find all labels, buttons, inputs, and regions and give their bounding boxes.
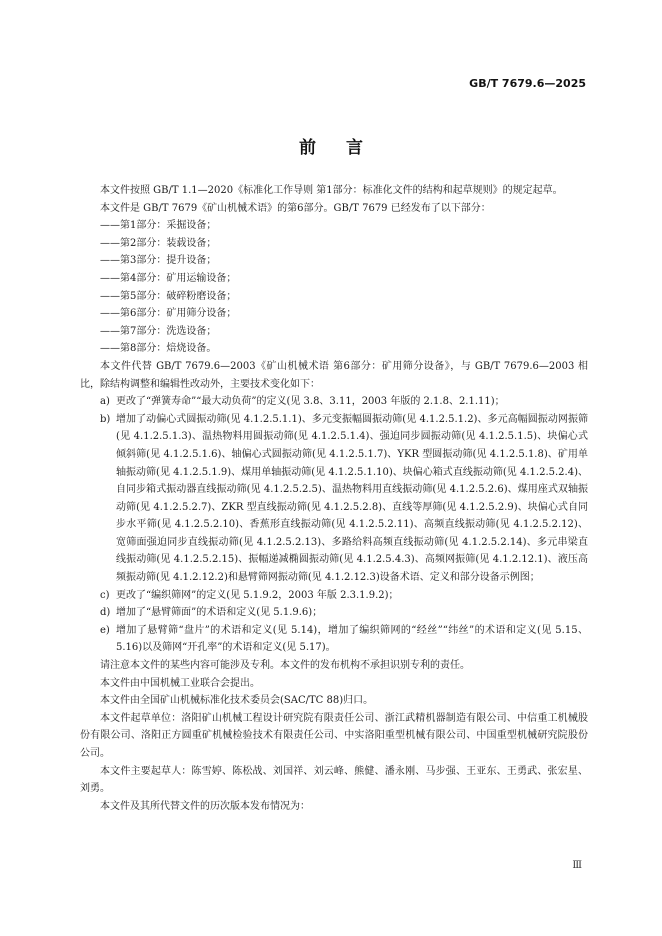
parts-list-item: ——第2部分：装载设备； <box>100 237 217 249</box>
change-item-label: e) <box>100 624 110 636</box>
change-item-text: 更改了“编织筛网”的定义(见 5.1.9.2，2003 年版 2.3.1.9.2)； <box>116 589 399 601</box>
page-number: Ⅲ <box>572 860 582 871</box>
parts-list-item: ——第1部分：采掘设备； <box>100 220 217 232</box>
parts-list-item: ——第4部分：矿用运输设备； <box>100 272 237 284</box>
change-item-text: 增加了动偏心式圆振动筛(见 4.1.2.5.1.1)、多元变振幅圆振动筛(见 4.1.2.5.1.2)、多元高幅圆振动网振筛(见 4.1.2.5.1.3)、温热物料用圆振动筛(见 4.1.2.5.1.4)、强迫同步圆振动筛(见 4.1.2.5.1.5)、块偏心式倾斜筛(见 4.1.2.5.1.6)、轴偏心式圆振动筛(见 4.1.2.5.1.7)、YKR 型圆振动筛(见 4.1.2.5.1.8)、矿用单轴振动筛(见 4.1.2.5.1.9)、煤用单轴振动筛(见 4.1.2.5.1.10)、块偏心箱式直线振动筛(见 4.1.2.5.2.4)、自同步箱式振动器直线振动筛(见 4.1.2.5.2.5)、温热物料用直线振动筛(见 4.1.2.5.2.6)、煤用座式双轴振动筛(见 4.1.2.5.2.7)、ZKR 型直线振动筛(见 4.1.2.5.2.8)、直线等厚筛(见 4.1.2.5.2.9)、块偏心式自同步水平筛(见 4.1.2.5.2.10)、香蕉形直线振动筛(见 4.1.2.5.2.11)、高频直线振动筛(见 4.1.2.5.2.12)、宽筛面强迫同步直线振动筛(见 4.1.2.5.2.13)、多路给料高频直线振动筛(见 4.1.2.5.2.14)、多元串梁直线振动筛(见 4.1.2.5.2.15)、振幅递减椭圆振动筛(见 4.1.2.5.4.3)、高频网振筛(见 4.1.2.12.1)、液压高频振动筛(见 4.1.2.12.2)和悬臂筛网振动筛(见 4.1.2.12.3)设备术语、定义和部分设备示例图； <box>116 413 588 584</box>
paragraph-drafting-units: 本文件起草单位：洛阳矿山机械工程设计研究院有限责任公司、浙江武精机器制造有限公司、中信重工机械股份有限公司、洛阳正方圆重矿机械检验技术有限责任公司、中实洛阳重型机械有限公司、中国重型机械研究院股份公司。 <box>80 712 588 759</box>
paragraph-proposer: 本文件由中国机械工业联合会提出。 <box>100 677 260 689</box>
change-item-label: d) <box>100 607 111 619</box>
change-item <box>80 587 588 605</box>
change-item <box>80 411 588 587</box>
change-item <box>80 604 588 622</box>
paragraph-drafting-rules: 本文件按照 GB/T 1.1—2020《标准化工作导则 第1部分：标准化文件的结构和起草规则》的规定起草。 <box>100 185 563 196</box>
parts-list-item: ——第3部分：提升设备； <box>100 255 217 267</box>
change-item-text: 增加了“悬臂筛面”的术语和定义(见 5.1.9.6)； <box>116 607 323 619</box>
paragraph-series-intro: 本文件是 GB/T 7679《矿山机械术语》的第6部分。GB/T 7679 已经发布了以下部分： <box>100 202 491 214</box>
change-item-label: b) <box>100 413 111 425</box>
change-item-text: 更改了“弹簧寿命”“最大动负荷”的定义(见 3.8、3.11，2003 年版的 2.1.8、2.1.11)； <box>116 396 505 408</box>
change-item-label: a) <box>100 396 110 408</box>
page-title: 前言 <box>299 138 393 158</box>
change-item-label: c) <box>100 589 110 601</box>
standard-number: GB/T 7679.6—2025 <box>469 77 586 90</box>
parts-list-item: ——第8部分：焙烧设备。 <box>100 343 217 355</box>
parts-list-item: ——第6部分：矿用筛分设备； <box>100 308 237 320</box>
change-item <box>80 393 588 411</box>
parts-list-item: ——第7部分：洗选设备； <box>100 325 217 337</box>
paragraph-version-history: 本文件及其所代替文件的历次版本发布情况为： <box>100 800 310 812</box>
changes-list <box>80 393 588 657</box>
paragraph-replacement: 本文件代替 GB/T 7679.6—2003《矿山机械术语 第6部分：矿用筛分设备》，与 GB/T 7679.6—2003 相比，除结构调整和编辑性改动外，主要技术变化如下： <box>80 360 588 390</box>
change-item-text: 增加了悬臂筛“盘片”的术语和定义(见 5.14)，增加了编织筛网的“经丝”“纬丝”的术语和定义(见 5.15、5.16)以及筛网“开孔率”的术语和定义(见 5.17)。 <box>116 624 588 654</box>
foreword-body <box>80 182 588 815</box>
parts-list-item: ——第5部分：破碎粉磨设备； <box>100 290 237 302</box>
paragraph-drafters: 本文件主要起草人：陈雪婷、陈松战、刘国祥、刘云峰、熊健、潘永刚、马步强、王亚东、王勇武、张宏星、刘勇。 <box>80 765 588 795</box>
paragraph-patent-notice: 请注意本文件的某些内容可能涉及专利。本文件的发布机构不承担识别专利的责任。 <box>100 660 470 672</box>
paragraph-committee: 本文件由全国矿山机械标准化技术委员会(SAC/TC 88)归口。 <box>100 695 374 707</box>
parts-list <box>80 217 588 358</box>
change-item <box>80 622 588 657</box>
